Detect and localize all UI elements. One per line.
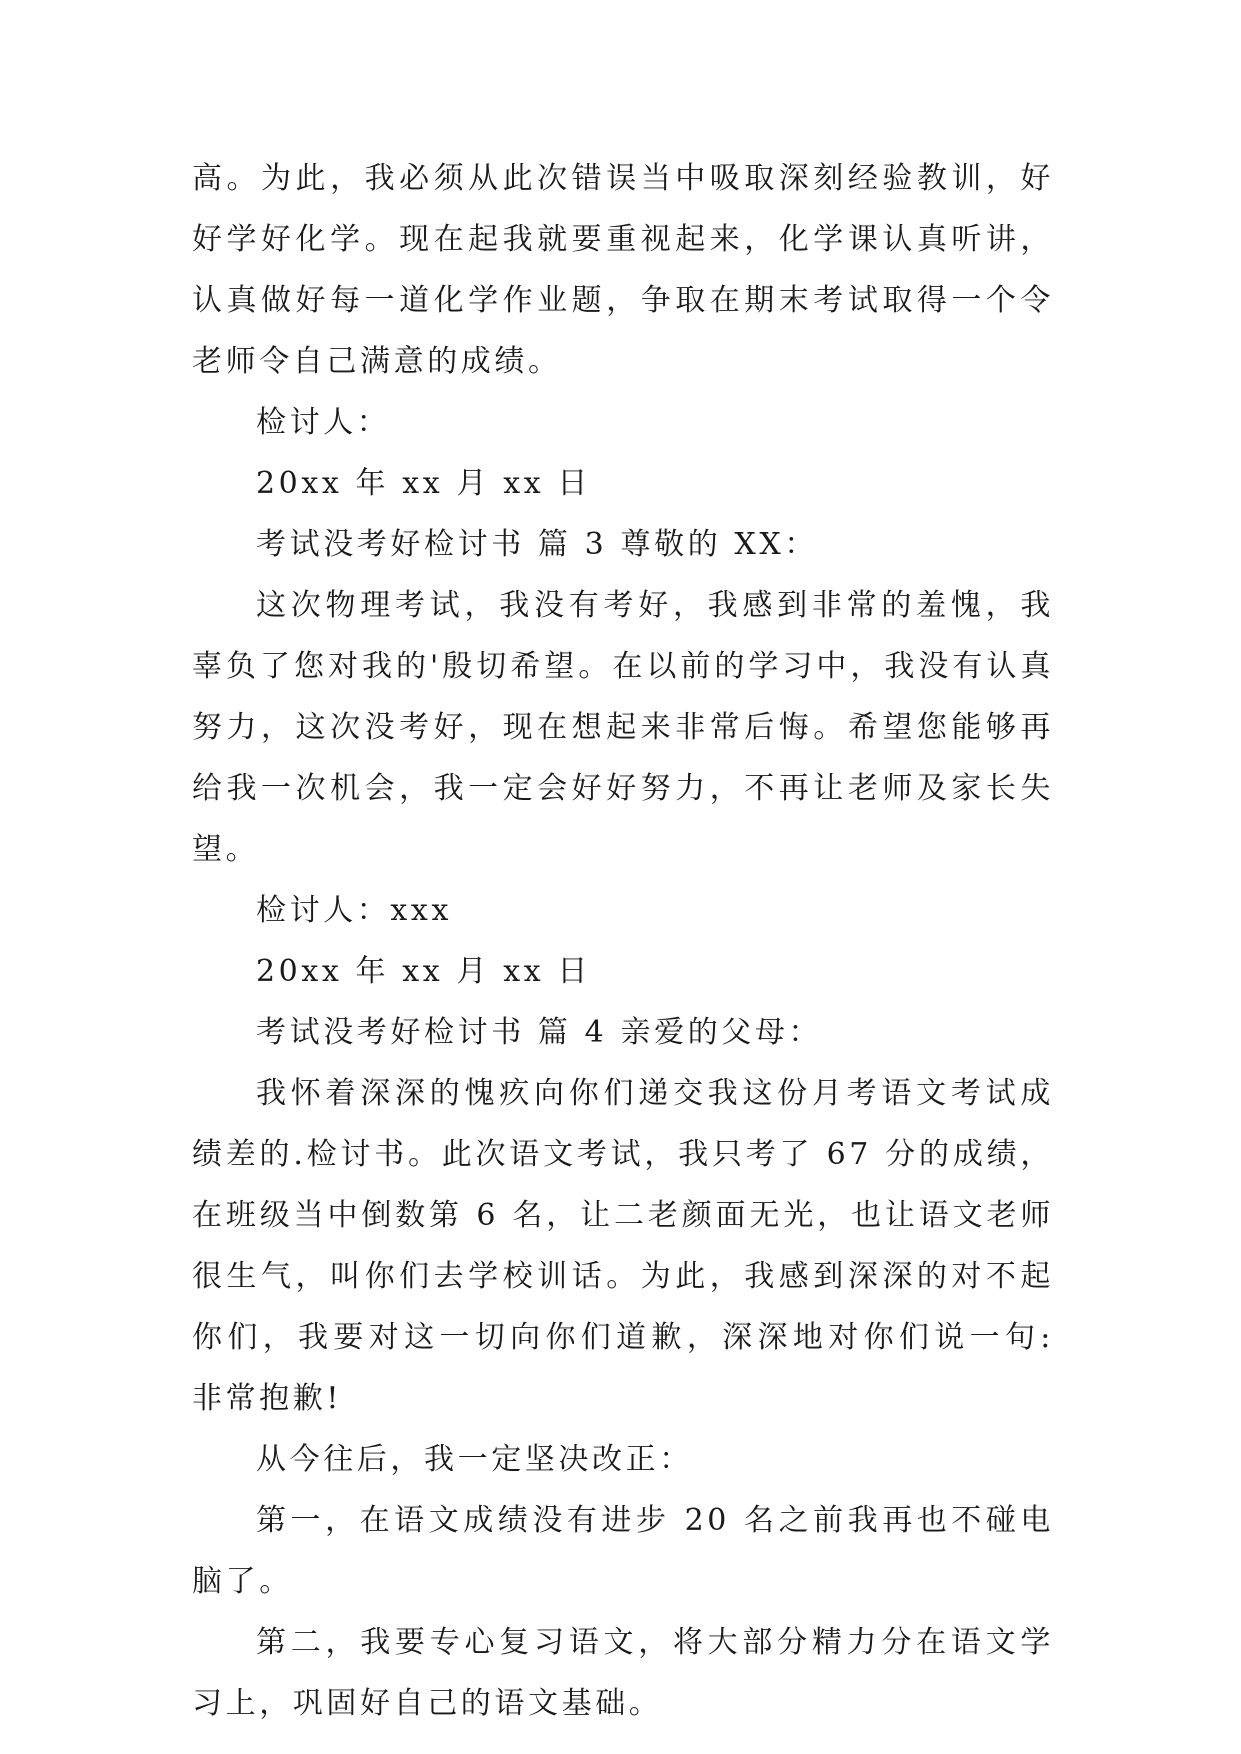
section-heading: 考试没考好检讨书 篇 3 尊敬的 XX：: [256, 527, 818, 562]
paragraph-continuation: 高。为此，我必须从此次错误当中吸取深刻经验教训，好好学好化学。现在起我就要重视起来，化学课认真听讲，认真做好每一道化学作业题，争取在期末考试取得一个令老师令自己满意的成绩。: [192, 161, 1054, 379]
date-line: 20xx 年 xx 月 xx 日: [256, 466, 591, 501]
section-heading: 考试没考好检讨书 篇 4 亲爱的父母：: [256, 1015, 823, 1050]
signature-label: 检讨人：xxx: [256, 893, 452, 928]
paragraph-body: 从今往后，我一定坚决改正：: [256, 1442, 693, 1477]
list-item: 第一，在语文成绩没有进步 20 名之前我再也不碰电脑了。: [192, 1503, 1054, 1599]
date-line: 20xx 年 xx 月 xx 日: [256, 954, 591, 989]
document-body: [192, 148, 1054, 1734]
list-item: 第二，我要专心复习语文，将大部分精力分在语文学习上，巩固好自己的语文基础。: [192, 1625, 1054, 1721]
paragraph-body: 我怀着深深的愧疚向你们递交我这份月考语文考试成绩差的.检讨书。此次语文考试，我只考了 67 分的成绩，在班级当中倒数第 6 名，让二老颜面无光，也让语文老师很生气，叫你们去学校训话。为此，我感到深深的对不起你们，我要对这一切向你们道歉，深深地对你们说一句: 非常抱歉!: [192, 1076, 1054, 1416]
signature-label: 检讨人：: [256, 405, 391, 440]
paragraph-body: 这次物理考试，我没有考好，我感到非常的羞愧，我辜负了您对我的'殷切希望。在以前的学习中，我没有认真努力，这次没考好，现在想起来非常后悔。希望您能够再给我一次机会，我一定会好好努力，不再让老师及家长失望。: [192, 588, 1054, 867]
